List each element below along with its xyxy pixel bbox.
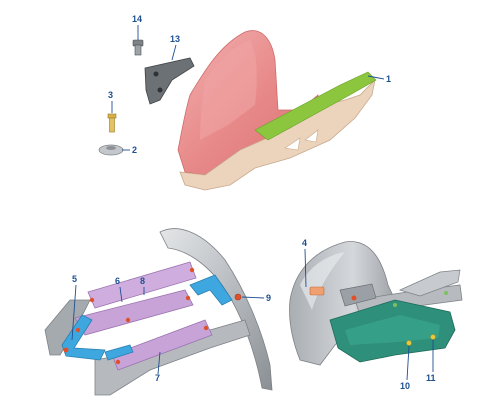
svg-text:14: 14 xyxy=(132,14,143,24)
svg-text:8: 8 xyxy=(140,276,146,286)
callout-3 xyxy=(108,90,113,113)
svg-text:5: 5 xyxy=(72,274,78,284)
bolt-10 xyxy=(407,341,412,346)
orange-badge xyxy=(310,287,324,295)
bolt-3 xyxy=(108,114,116,132)
swingarm-bolt xyxy=(393,303,397,307)
callout-13 xyxy=(170,34,180,60)
bolt-14 xyxy=(133,40,143,55)
frame-bolt xyxy=(64,348,69,353)
callout-2 xyxy=(122,145,137,155)
bolt-11 xyxy=(431,335,436,340)
svg-text:9: 9 xyxy=(266,293,272,303)
svg-text:7: 7 xyxy=(155,373,161,383)
frame-bolt xyxy=(186,296,190,300)
svg-text:11: 11 xyxy=(426,373,436,383)
mount-plate-13 xyxy=(145,58,194,104)
hugger-mounted-on-swingarm xyxy=(289,242,462,365)
frame-bolt xyxy=(126,318,130,322)
svg-text:4: 4 xyxy=(302,238,308,248)
svg-text:2: 2 xyxy=(132,145,138,155)
frame-bolt xyxy=(90,298,94,302)
frame-bolt xyxy=(190,268,194,272)
plate-hole xyxy=(158,88,163,93)
swingarm-bolt xyxy=(444,291,448,295)
frame-bolt xyxy=(76,328,80,332)
svg-text:13: 13 xyxy=(170,34,181,44)
plate-hole xyxy=(154,72,159,77)
frame-bolt xyxy=(204,326,208,330)
svg-text:3: 3 xyxy=(108,90,114,100)
callout-14 xyxy=(132,14,142,40)
svg-text:1: 1 xyxy=(386,74,392,84)
bolt-9-right xyxy=(352,296,357,301)
svg-text:10: 10 xyxy=(400,381,411,391)
svg-text:6: 6 xyxy=(115,276,121,286)
frame-bolt xyxy=(116,360,120,364)
washer-2 xyxy=(99,145,123,155)
bolt-9-left xyxy=(235,294,241,300)
rear-hugger-assembly xyxy=(99,31,376,190)
